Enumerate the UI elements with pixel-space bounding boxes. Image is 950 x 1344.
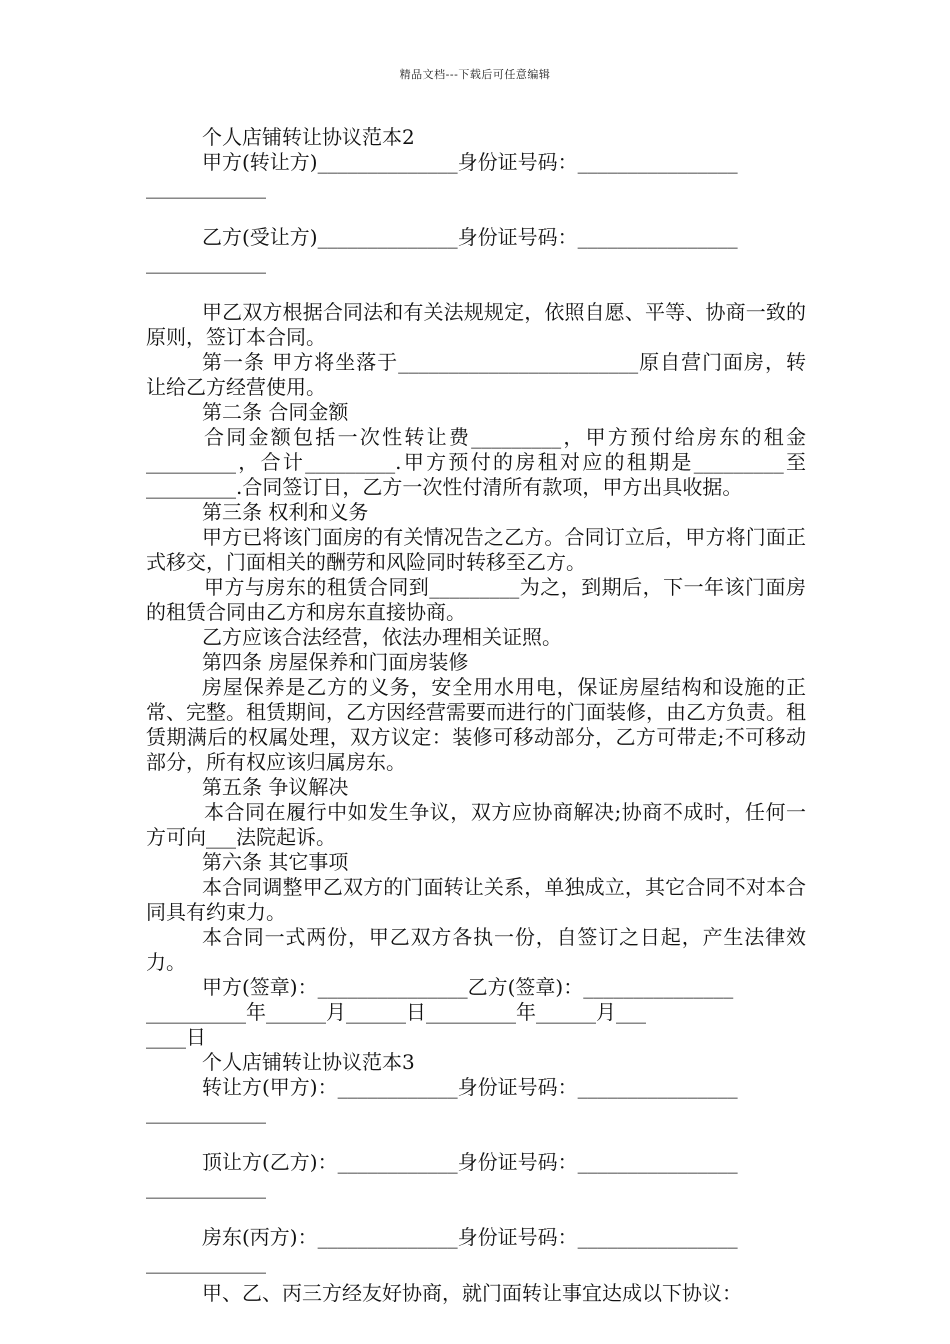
party-b-line: 乙方(受让方)______________身份证号码：________________: [202, 225, 738, 249]
underline-continuation: ____________: [146, 250, 266, 274]
page-header: 精品文档---下载后可任意编辑: [399, 68, 551, 81]
date-line-continuation: ____日: [146, 1025, 206, 1049]
article-5-title: 第五条 争议解决: [202, 775, 349, 799]
article-4-title: 第四条 房屋保养和门面房装修: [202, 650, 469, 674]
article-3-paragraph-1: 甲方已将该门面房的有关情况告之乙方。合同订立后，甲方将门面正式移交，门面相关的酬劳和风险同时转移至乙方。: [146, 525, 806, 574]
underline-continuation: ____________: [146, 1175, 266, 1199]
underline-continuation: ____________: [146, 175, 266, 199]
article-2-title: 第二条 合同金额: [202, 400, 349, 424]
article-6-paragraph-1: 本合同调整甲乙双方的门面转让关系，单独成立，其它合同不对本合同具有约束力。: [146, 875, 806, 924]
article-6-paragraph-2: 本合同一式两份，甲乙双方各执一份，自签订之日起，产生法律效力。: [146, 925, 806, 974]
party-a-line: 甲方(转让方)______________身份证号码：________________: [202, 150, 738, 174]
transferee-line: 顶让方(乙方)：____________身份证号码：________________: [202, 1150, 738, 1174]
document-body: [146, 125, 806, 1306]
article-3-title: 第三条 权利和义务: [202, 500, 369, 524]
article-2-paragraph: 合同金额包括一次性转让费_________，甲方预付给房东的租金_________，合计_________.甲方预付的房租对应的租期是_________至_________.合同签订日，乙方一次性付清所有款项，甲方出具收据。: [146, 425, 806, 499]
preamble-paragraph: 甲乙双方根据合同法和有关法规规定，依照自愿、平等、协商一致的原则，签订本合同。: [146, 300, 806, 349]
date-line: __________年______月______日_________年______月___: [146, 1000, 646, 1024]
article-5-paragraph: 本合同在履行中如发生争议，双方应协商解决;协商不成时，任何一方可向___法院起诉。: [146, 800, 806, 849]
article-3-paragraph-3: 乙方应该合法经营，依法办理相关证照。: [202, 625, 562, 649]
underline-continuation: ____________: [146, 1250, 266, 1274]
section-title: 个人店铺转让协议范本2: [202, 125, 415, 149]
agreement-intro: 甲、乙、丙三方经友好协商，就门面转让事宜达成以下协议：: [202, 1281, 742, 1305]
article-3-paragraph-2: 甲方与房东的租赁合同到_________为之，到期后，下一年该门面房的租赁合同由乙方和房东直接协商。: [146, 575, 806, 624]
signature-line: 甲方(签章)：_______________乙方(签章)：_______________: [202, 975, 734, 999]
article-4-paragraph: 房屋保养是乙方的义务，安全用水用电，保证房屋结构和设施的正常、完整。租赁期间，乙方因经营需要而进行的门面装修，由乙方负责。租赁期满后的权属处理，双方议定：装修可移动部分，乙方可带走;不可移动部分，所有权应该归属房东。: [146, 675, 806, 774]
article-6-title: 第六条 其它事项: [202, 850, 349, 874]
underline-continuation: ____________: [146, 1100, 266, 1124]
article-1-paragraph: 第一条 甲方将坐落于________________________原自营门面房，转让给乙方经营使用。: [146, 350, 806, 399]
transferor-line: 转让方(甲方)：____________身份证号码：________________: [202, 1075, 738, 1099]
section-title: 个人店铺转让协议范本3: [202, 1050, 415, 1074]
landlord-line: 房东(丙方)：______________身份证号码：________________: [202, 1225, 738, 1249]
